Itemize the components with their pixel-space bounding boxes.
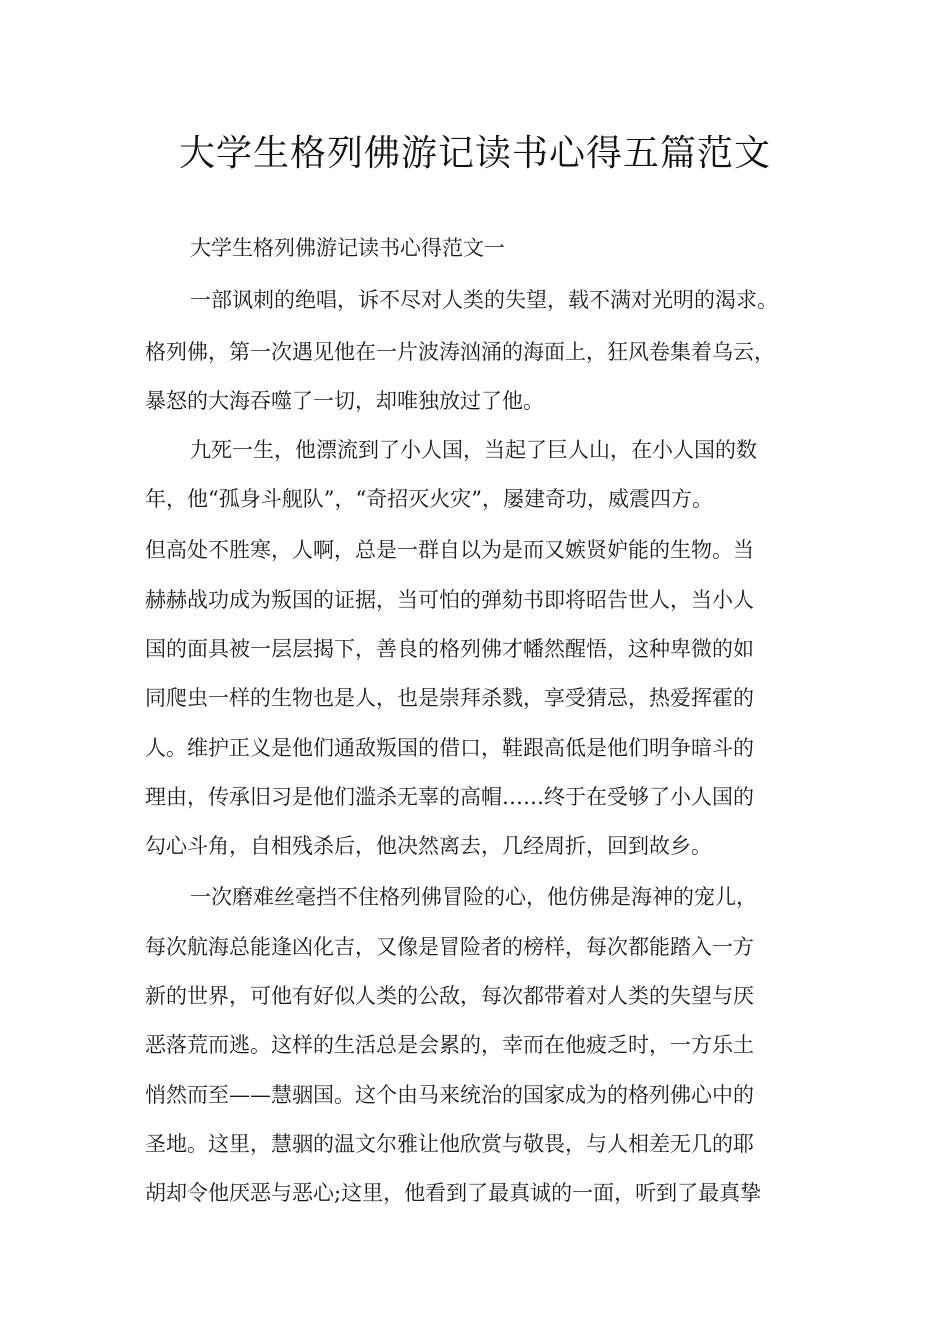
text-line: 理由，传承旧习是他们滥杀无辜的高帽……终于在受够了小人国的 <box>145 785 754 809</box>
text-line: 一部讽刺的绝唱，诉不尽对人类的失望，载不满对光明的渴求。 <box>190 288 778 312</box>
document-title: 大学生格列佛游记读书心得五篇范文 <box>178 133 771 174</box>
section-heading: 大学生格列佛游记读书心得范文一 <box>190 236 505 260</box>
text-line: 恶落荒而逃。这样的生活总是会累的，幸而在他疲乏时，一方乐土 <box>145 1033 754 1057</box>
text-line: 人。维护正义是他们通敌叛国的借口，鞋跟高低是他们明争暗斗的 <box>145 736 754 760</box>
text-line: 胡却令他厌恶与恶心;这里，他看到了最真诚的一面，听到了最真挚 <box>145 1181 762 1205</box>
text-line: 新的世界，可他有好似人类的公敌，每次都带着对人类的失望与厌 <box>145 984 754 1008</box>
text-line: 九死一生，他漂流到了小人国，当起了巨人山，在小人国的数 <box>190 438 757 462</box>
text-line: 赫赫战功成为叛国的证据，当可怕的弹劾书即将昭告世人，当小人 <box>145 588 754 612</box>
text-line: 同爬虫一样的生物也是人，也是崇拜杀戮，享受猜忌，热爱挥霍的 <box>145 686 754 710</box>
text-line: 格列佛，第一次遇见他在一片波涛汹涌的海面上，狂风卷集着乌云， <box>145 340 775 364</box>
text-line: 圣地。这里，慧骃的温文尔雅让他欣赏与敬畏，与人相差无几的耶 <box>145 1132 754 1156</box>
text-line: 每次航海总能逢凶化吉，又像是冒险者的榜样，每次都能踏入一方 <box>145 935 754 959</box>
text-line: 一次磨难丝毫挡不住格列佛冒险的心，他仿佛是海神的宠儿， <box>190 885 757 909</box>
text-line: 国的面具被一层层揭下，善良的格列佛才幡然醒悟，这种卑微的如 <box>145 637 754 661</box>
text-line: 但高处不胜寒，人啊，总是一群自以为是而又嫉贤妒能的生物。当 <box>145 538 754 562</box>
text-line: 年，他“孤身斗舰队”，“奇招灭火灾”，屡建奇功，威震四方。 <box>145 487 713 511</box>
text-line: 悄然而至——慧骃国。这个由马来统治的国家成为的格列佛心中的 <box>145 1083 754 1107</box>
text-line: 勾心斗角，自相残杀后，他决然离去，几经周折，回到故乡。 <box>145 834 712 858</box>
text-line: 暴怒的大海吞噬了一切，却唯独放过了他。 <box>145 389 544 413</box>
